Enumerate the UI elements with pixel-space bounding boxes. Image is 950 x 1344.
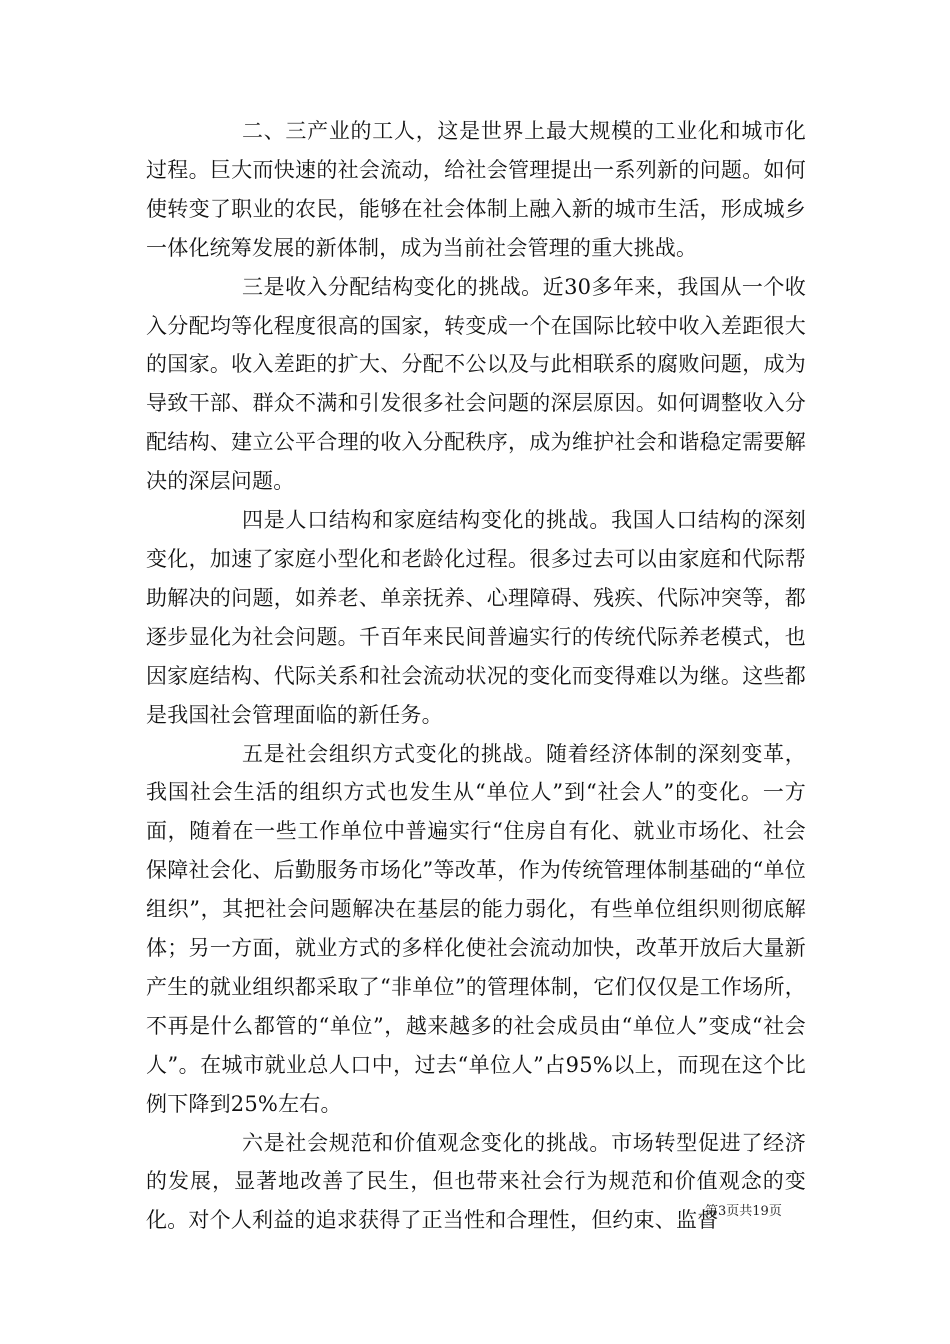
page-number: 第3页共19页 — [705, 1204, 782, 1219]
paragraph-4: 五是社会组织方式变化的挑战。随着经济体制的深刻变革，我国社会生活的组织方式也发生从“单位人”到“社会人”的变化。一方面，随着在一些工作单位中普遍实行“住房自有化、就业市场化、社会保障社会化、后勤服务市场化”等改革，作为传统管理体制基础的“单位组织”，其把社会问题解决在基层的能力弱化，有些单位组织则彻底解体；另一方面，就业方式的多样化使社会流动加快，改革开放后大量新产生的就业组织都采取了“非单位”的管理体制，它们仅仅是工作场所，不再是什么都管的“单位”，越来越多的社会成员由“单位人”变成“社会人”。在城市就业总人口中，过去“单位人”占95%以上，而现在这个比例下降到25%左右。 — [146, 741, 806, 1116]
paragraph-1: 二、三产业的工人，这是世界上最大规模的工业化和城市化过程。巨大而快速的社会流动，给社会管理提出一系列新的问题。如何使转变了职业的农民，能够在社会体制上融入新的城市生活，形成城乡一体化统筹发展的新体制，成为当前社会管理的重大挑战。 — [146, 119, 806, 260]
paragraph-5: 六是社会规范和价值观念变化的挑战。市场转型促进了经济的发展，显著地改善了民生，但也带来社会行为规范和价值观念的变化。对个人利益的追求获得了正当性和合理性，但约束、监督 — [146, 1130, 806, 1233]
document-body — [146, 112, 806, 1240]
paragraph-3: 四是人口结构和家庭结构变化的挑战。我国人口结构的深刻变化，加速了家庭小型化和老龄化过程。很多过去可以由家庭和代际帮助解决的问题，如养老、单亲抚养、心理障碍、残疾、代际冲突等，都逐步显化为社会问题。千百年来民间普遍实行的传统代际养老模式，也因家庭结构、代际关系和社会流动状况的变化而变得难以为继。这些都是我国社会管理面临的新任务。 — [146, 508, 806, 727]
paragraph-2: 三是收入分配结构变化的挑战。近30多年来，我国从一个收入分配均等化程度很高的国家，转变成一个在国际比较中收入差距很大的国家。收入差距的扩大、分配不公以及与此相联系的腐败问题，成为导致干部、群众不满和引发很多社会问题的深层原因。如何调整收入分配结构、建立公平合理的收入分配秩序，成为维护社会和谐稳定需要解决的深层问题。 — [146, 274, 806, 494]
